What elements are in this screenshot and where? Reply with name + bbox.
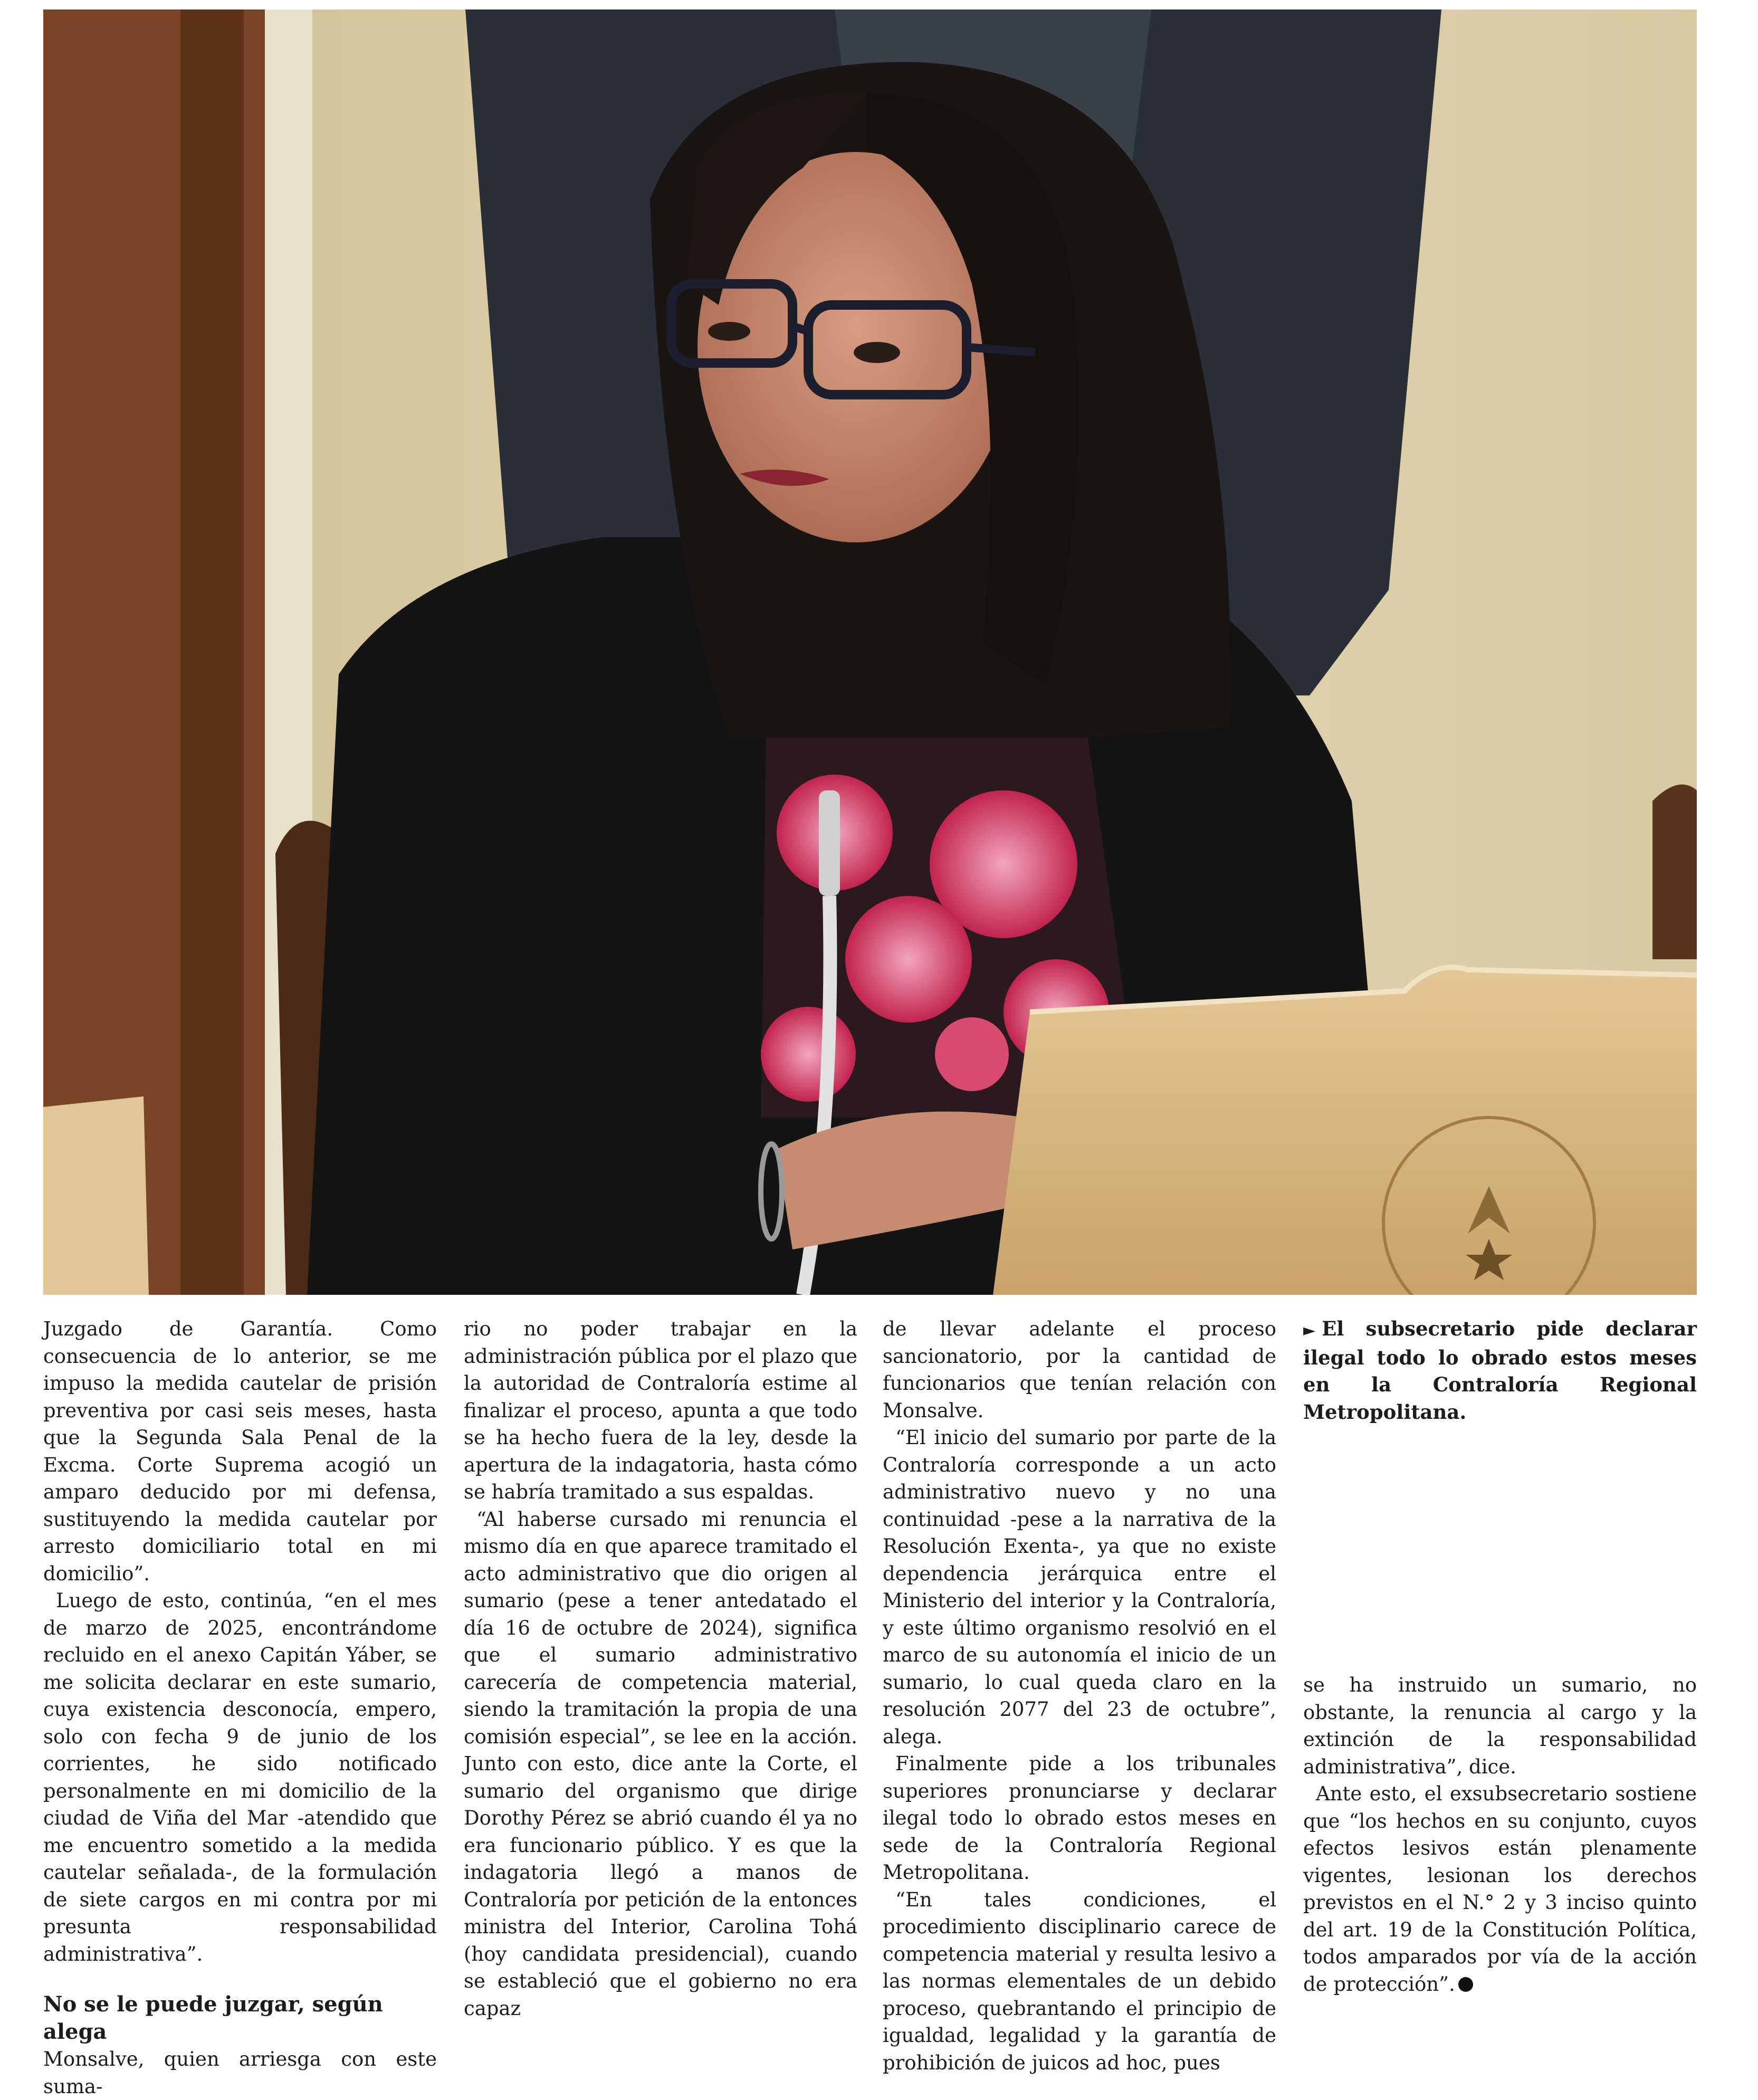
article-column-4 [1303, 1672, 1697, 1998]
caption-triangle-icon: ► [1303, 1321, 1316, 1340]
section-subheading: No se le puede juzgar, según alega [43, 1992, 383, 2044]
paragraph: “En tales condiciones, el procedimiento disciplinario carece de competencia material y resulta lesivo a las normas elementales de un debido proceso, quebrantando el principio de igualdad, legalidad y la garantía de prohibición de juicos ad hoc, pues [883, 1888, 1276, 2074]
end-of-article-icon [1458, 1977, 1473, 1992]
article-photo [43, 9, 1697, 1295]
article-column-1 [43, 1315, 437, 2100]
article-column-2 [464, 1315, 857, 2022]
paragraph: rio no poder trabajar en la administración pública por el plazo que la autoridad de Contraloría estime al finalizar el proceso, apunta a que todo se ha hecho fuera de la ley, desde la apertura de la indagatoria, hasta cómo se habría tramitado a sus espaldas. [464, 1318, 857, 1503]
paragraph: Finalmente pide a los tribunales superiores pronunciarse y declarar ilegal todo lo obrado estos meses en sede de la Contraloría Regional Metropolitana. [883, 1752, 1276, 1884]
paragraph-text: Ante esto, el exsubsecretario sostiene que “los hechos en su conjunto, cuyos efectos lesivos están plenamente vigentes, lesionan los derechos previstos en el N.° 2 y 3 inciso quinto del art. 19 de la Constitución Política, todos amparados por vía de la acción de protección”. [1303, 1782, 1697, 1996]
caption-text: El subsecretario pide declarar ilegal todo lo obrado estos meses en la Contraloría Regional Metropolitana. [1303, 1317, 1697, 1424]
article-column-3 [883, 1315, 1276, 2076]
paragraph: Monsalve, quien arriesga con este suma- [43, 2048, 437, 2098]
photo-caption [1303, 1315, 1697, 1426]
paragraph [1303, 1780, 1697, 1998]
paragraph: de llevar adelante el proceso sancionatorio, por la cantidad de funcionarios que tenían relación con Monsalve. [883, 1318, 1276, 1422]
paragraph: “El inicio del sumario por parte de la Contraloría corresponde a un acto administrativo nuevo y no una continuidad -pese a la narrativa de la Resolución Exenta-, ya que no existe dependencia jerárquica entre el Ministerio del interior y la Contraloría, y este último organismo resolvió en el marco de su autonomía el inicio de un sumario, lo cual queda claro en la resolución 2077 del 23 de octubre”, alega. [883, 1426, 1276, 1748]
paragraph: Luego de esto, continúa, “en el mes de marzo de 2025, encontrándome recluido en el anexo Capitán Yáber, se me solicita declarar en este sumario, cuya existencia desconocía, empero, solo con fecha 9 de junio de los corrientes, he sido notificado personalmente en mi domicilio de la ciudad de Viña del Mar -atendido que me encuentro sometido a la medida cautelar señalada-, de la formulación de siete cargos en mi contra por mi presunta responsabilidad administrativa”. [43, 1589, 437, 1965]
paragraph: se ha instruido un sumario, no obstante, la renuncia al cargo y la extinción de la responsabilidad administrativa”, dice. [1303, 1674, 1697, 1778]
paragraph: “Al haberse cursado mi renuncia el mismo día en que aparece tramitado el acto administrativo que dio origen al sumario (pese a tener antedatado el día 16 de octubre de 2024), significa que el sumario administrativo carecería de competencia material, siendo la tramitación la propia de una comisión especial”, se lee en la acción. Junto con esto, dice ante la Corte, el sumario del organismo que dirige Dorothy Pérez se abrió cuando él ya no era funcionario público. Y es que la indagatoria llegó a manos de Contraloría por petición de la entonces ministra del Interior, Carolina Tohá (hoy candidata presidencial), cuando se estableció que el gobierno no era capaz [464, 1507, 857, 2020]
woman-at-congress-desk-photo [43, 9, 1697, 1295]
paragraph: Juzgado de Garantía. Como consecuencia de lo anterior, se me impuso la medida cautelar de prisión preventiva por casi seis meses, hasta que la Segunda Sala Penal de la Excma. Corte Suprema acogió un amparo deducido por mi defensa, sustituyendo la medida cautelar por arresto domiciliario total en mi domicilio”. [43, 1318, 437, 1585]
